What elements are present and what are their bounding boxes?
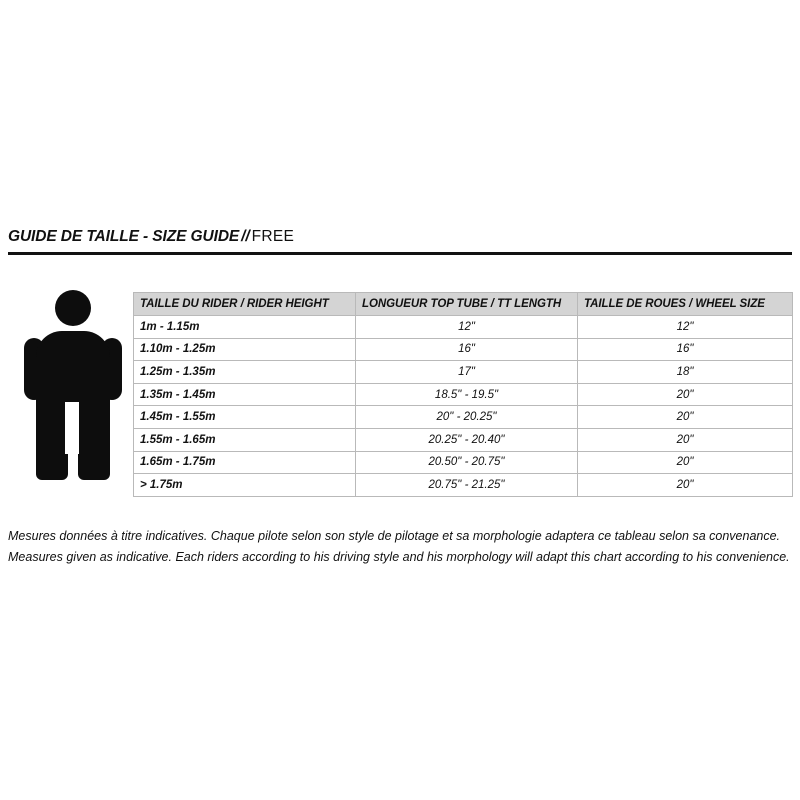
cell-wheel-size: 16": [578, 338, 793, 361]
cell-tt-length: 17": [356, 361, 578, 384]
cell-rider-height: 1.55m - 1.65m: [134, 428, 356, 451]
cell-wheel-size: 20": [578, 428, 793, 451]
column-header-tt-length: LONGUEUR TOP TUBE / TT LENGTH: [356, 293, 578, 316]
cell-rider-height: 1.65m - 1.75m: [134, 451, 356, 474]
size-table-container: [133, 292, 792, 497]
footnotes: [8, 526, 792, 568]
title-separator: //: [241, 228, 250, 245]
cell-wheel-size: 20": [578, 451, 793, 474]
silhouette-leg-right: [78, 394, 110, 480]
silhouette-leg-left: [36, 394, 68, 480]
table-row: [134, 361, 793, 384]
title-line: [8, 228, 792, 246]
table-row: [134, 383, 793, 406]
cell-wheel-size: 12": [578, 316, 793, 339]
column-header-rider-height: TAILLE DU RIDER / RIDER HEIGHT: [134, 293, 356, 316]
cell-tt-length: 20.50" - 20.75": [356, 451, 578, 474]
rider-silhouette-icon: [18, 290, 118, 490]
cell-wheel-size: 20": [578, 406, 793, 429]
page-title: [8, 228, 792, 246]
cell-rider-height: 1.25m - 1.35m: [134, 361, 356, 384]
column-header-wheel-size: TAILLE DE ROUES / WHEEL SIZE: [578, 293, 793, 316]
cell-rider-height: 1.45m - 1.55m: [134, 406, 356, 429]
footnote-en: Measures given as indicative. Each riders according to his driving style and his morphology will adapt this chart according to his convenience.: [8, 550, 790, 564]
cell-wheel-size: 18": [578, 361, 793, 384]
cell-tt-length: 18.5" - 19.5": [356, 383, 578, 406]
table-header-row: [134, 293, 793, 316]
table-row: [134, 474, 793, 497]
cell-wheel-size: 20": [578, 474, 793, 497]
table-row: [134, 316, 793, 339]
cell-rider-height: 1.10m - 1.25m: [134, 338, 356, 361]
table-row: [134, 406, 793, 429]
table-row: [134, 338, 793, 361]
cell-tt-length: 16": [356, 338, 578, 361]
cell-tt-length: 20.25" - 20.40": [356, 428, 578, 451]
title-suffix: FREE: [251, 228, 295, 245]
cell-tt-length: 20.75" - 21.25": [356, 474, 578, 497]
size-table: [133, 292, 793, 497]
title-divider: [8, 252, 792, 255]
cell-tt-length: 12": [356, 316, 578, 339]
cell-tt-length: 20" - 20.25": [356, 406, 578, 429]
table-row: [134, 451, 793, 474]
table-row: [134, 428, 793, 451]
silhouette-head: [55, 290, 91, 326]
footnote-fr: Mesures données à titre indicatives. Chaque pilote selon son style de pilotage et sa morphologie adaptera ce tableau selon sa convenance.: [8, 529, 781, 543]
cell-rider-height: > 1.75m: [134, 474, 356, 497]
cell-rider-height: 1.35m - 1.45m: [134, 383, 356, 406]
table-body: [134, 316, 793, 497]
cell-wheel-size: 20": [578, 383, 793, 406]
silhouette-leg-gap: [65, 402, 79, 454]
title-main: GUIDE DE TAILLE - SIZE GUIDE: [8, 228, 240, 245]
cell-rider-height: 1m - 1.15m: [134, 316, 356, 339]
table-header: [134, 293, 793, 316]
